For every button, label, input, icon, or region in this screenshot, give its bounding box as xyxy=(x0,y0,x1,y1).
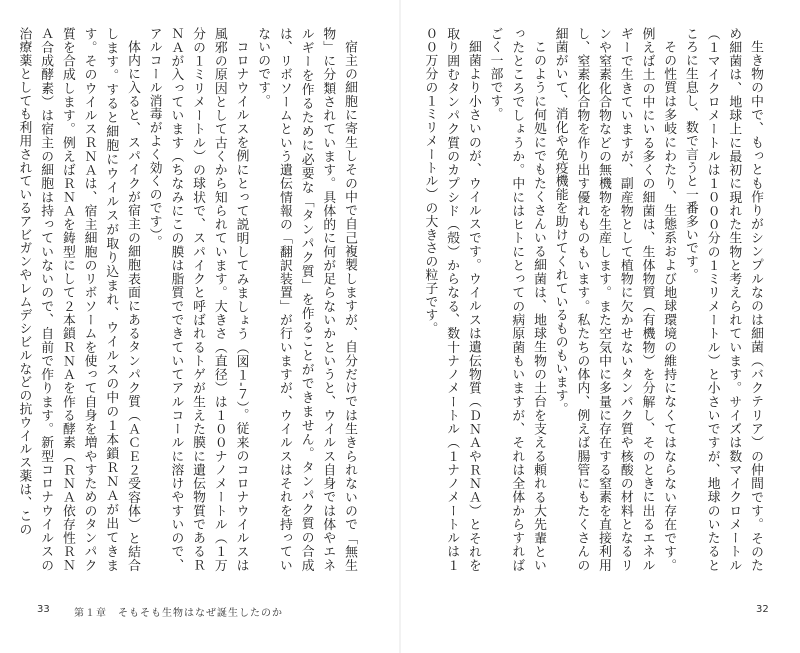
running-head: 第１章 そもそも生物はなぜ誕生したのか xyxy=(74,608,283,619)
paragraph: その性質は多岐にわたり、生態系および地球環境の維持になくてはならない存在です。例えば土の中にいる多くの細菌は、生体物質（有機物）を分解し、そのときに出るエネルギーで生きていますが、副産物として植物に欠かせないタンパク質や核酸の材料となるリンや窒素化合物などの無機物を生産します。また空気中に多量に存在する窒素を直接利用し、窒素化合物を作り出す優れものもいます。私たちの体内、例えば腸管にもたくさんの細菌がいて、消化や免疫機能を助けてくれているものもいます。 xyxy=(552,27,677,572)
paragraph: コロナウイルスを例にとって説明してみましょう（図１‐７）。従来のコロナウイルスは風邪の原因として古くから知られています。大きさ（直径）は１００ナノメートル（１万分の１ミリメートル）の球状で、スパイクと呼ばれるトゲが生えた膜に遺伝物質であるＲＮＡが入っています（ちなみにこの膜は脂質でできていてアルコールに溶けやすいので、アルコール消毒がよく効くのです）。 xyxy=(146,27,249,572)
paragraph: 宿主の細胞に寄生しその中で自己複製しますが、自分だけでは生きられないので「無生物」に分類されています。具体的に何が足らないかというと、ウイルス自身では体やエネルギーを作るために必要な「タンパク質」を作ることができません。タンパク質の合成は、リボソームという遺伝情報の「翻訳装置」が行いますが、ウイルスはそれを持っていないのです。 xyxy=(255,27,357,572)
page-number-left: 33 xyxy=(37,604,50,615)
paragraph: 生き物の中で、もっとも作りがシンプルなのは細菌（バクテリア）の仲間です。そのため細菌は、地球上に最初に現れた生物と考えられています。サイズは数マイクロメートル（１マイクロメートルは１０００分の１ミリメートル）と小さいですが、地球のいたるところに生息し、数で言うと一番多いです。 xyxy=(682,27,763,572)
page-number-right: 32 xyxy=(756,604,769,615)
right-page xyxy=(401,0,800,653)
right-page-body-text xyxy=(422,27,766,572)
paragraph: 体内に入ると、スパイクが宿主の細胞表面にあるタンパク質（ＡＣＥ２受容体）と結合します。すると細胞にウイルスが取り込まれ、ウイルスの中の１本鎖ＲＮＡが出てきます。そのウイルスＲＮＡは、宿主細胞のリボソームを使って自身を増やすためのタンパク質を合成します。例えばＲＮＡを鋳型にして２本鎖ＲＮＡを作る酵素（ＲＮＡ依存性ＲＮＡ合成酵素）は宿主の細胞は持っていないので、自前で作ります。新型コロナウイルスの治療薬としても利用されているアビガンやレムデシビルなどの抗ウイルス薬は、この xyxy=(16,27,140,572)
paragraph: 細菌より小さいのが、ウイルスです。ウイルスは遺伝物質（ＤＮＡやＲＮＡ）とそれを取り囲むタンパク質のカプシド（殻）からなる、数十ナノメートル（１ナノメートルは１００万分の１ミリメートル）の大きさの粒子です。 xyxy=(422,27,481,572)
left-page xyxy=(0,0,399,653)
paragraph: このように何処にでもたくさんいる細菌は、地球生物の土台を支える頼れる大先輩といったところでしょうか。中にはヒトにとっての病原菌もいますが、それは全体からすればごく一部です。 xyxy=(487,27,546,572)
left-page-body-text xyxy=(16,27,360,572)
